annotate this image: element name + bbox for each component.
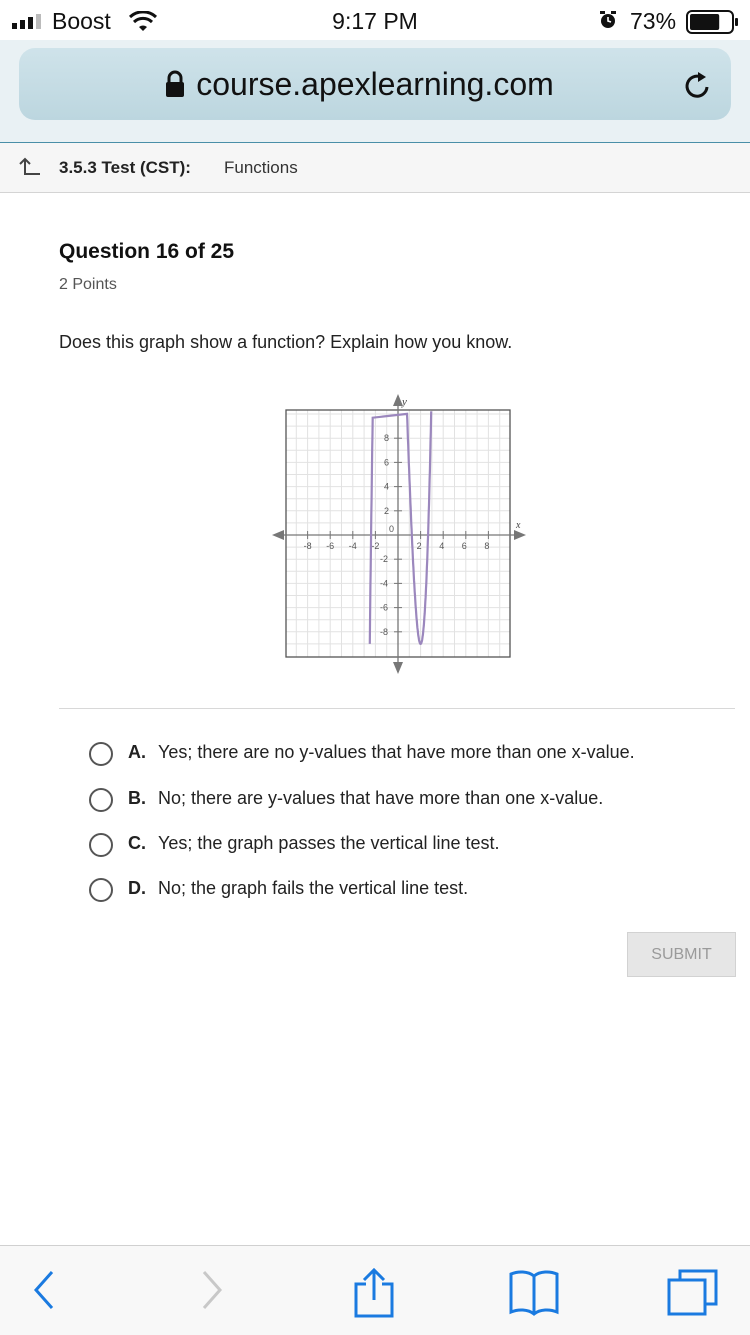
battery-percent: 73% <box>630 8 677 34</box>
x-tick-label: -2 <box>371 541 380 551</box>
up-arrow-icon[interactable] <box>18 157 42 177</box>
question-points: 2 Points <box>59 276 117 293</box>
submit-button[interactable]: SUBMIT <box>627 932 736 977</box>
breadcrumb <box>0 143 750 193</box>
y-tick-label: -8 <box>380 626 389 637</box>
radio-c[interactable] <box>89 833 113 857</box>
test-name[interactable]: 3.5.3 Test (CST): <box>59 158 191 177</box>
y-tick-label: -2 <box>380 554 389 565</box>
option-text: Yes; the graph passes the vertical line test. <box>158 833 500 853</box>
x-tick-label: 8 <box>484 541 490 551</box>
radio-d[interactable] <box>89 878 113 902</box>
y-axis-label: y <box>402 396 407 408</box>
url-text[interactable]: course.apexlearning.com <box>196 66 554 102</box>
radio-a[interactable] <box>89 742 113 766</box>
y-tick-label: 2 <box>384 505 390 516</box>
y-tick-label: 4 <box>384 481 390 492</box>
alarm-icon <box>598 10 618 30</box>
bookmarks-icon[interactable] <box>508 1268 560 1316</box>
radio-b[interactable] <box>89 788 113 812</box>
option-text: Yes; there are no y-values that have more than one x-value. <box>158 742 635 762</box>
function-graph <box>270 392 530 682</box>
x-axis-left-arrow <box>272 530 284 540</box>
option-letter: C. <box>128 833 146 853</box>
x-axis-label: x <box>516 520 521 531</box>
x-tick-label: 2 <box>416 541 422 551</box>
reload-icon[interactable] <box>681 70 713 102</box>
x-tick-label: -4 <box>348 541 357 551</box>
option-letter: B. <box>128 788 146 808</box>
option-letter: D. <box>128 878 146 898</box>
x-tick-label: 6 <box>461 541 467 551</box>
y-tick-label: 6 <box>384 457 390 468</box>
x-tick-label: -8 <box>303 541 312 551</box>
y-tick-label: -6 <box>380 602 389 613</box>
x-tick-label: 4 <box>439 541 445 551</box>
function-curve <box>370 411 431 644</box>
topic-name: Functions <box>224 158 298 177</box>
browser-address-bar <box>0 40 750 144</box>
question-title: Question 16 of 25 <box>59 240 235 263</box>
x-tick-label: 0 <box>389 524 395 534</box>
carrier-name: Boost <box>52 8 111 34</box>
question-prompt: Does this graph show a function? Explain how you know. <box>59 332 513 352</box>
y-axis-bottom-arrow <box>393 662 403 674</box>
y-tick-label: -4 <box>380 578 389 589</box>
browser-toolbar <box>0 1245 750 1335</box>
tabs-icon[interactable] <box>666 1268 720 1318</box>
battery-icon <box>686 10 740 34</box>
x-axis-right-arrow <box>514 530 526 540</box>
divider <box>59 708 735 709</box>
option-letter: A. <box>128 742 146 762</box>
status-bar <box>0 0 750 40</box>
share-icon[interactable] <box>352 1268 396 1318</box>
x-tick-label: -6 <box>326 541 335 551</box>
option-text: No; there are y-values that have more than one x-value. <box>158 788 604 808</box>
forward-icon[interactable] <box>196 1268 226 1312</box>
option-text: No; the graph fails the vertical line test. <box>158 878 469 898</box>
back-icon[interactable] <box>30 1268 60 1312</box>
clock-time: 9:17 PM <box>332 8 418 34</box>
y-tick-label: 8 <box>384 433 390 444</box>
